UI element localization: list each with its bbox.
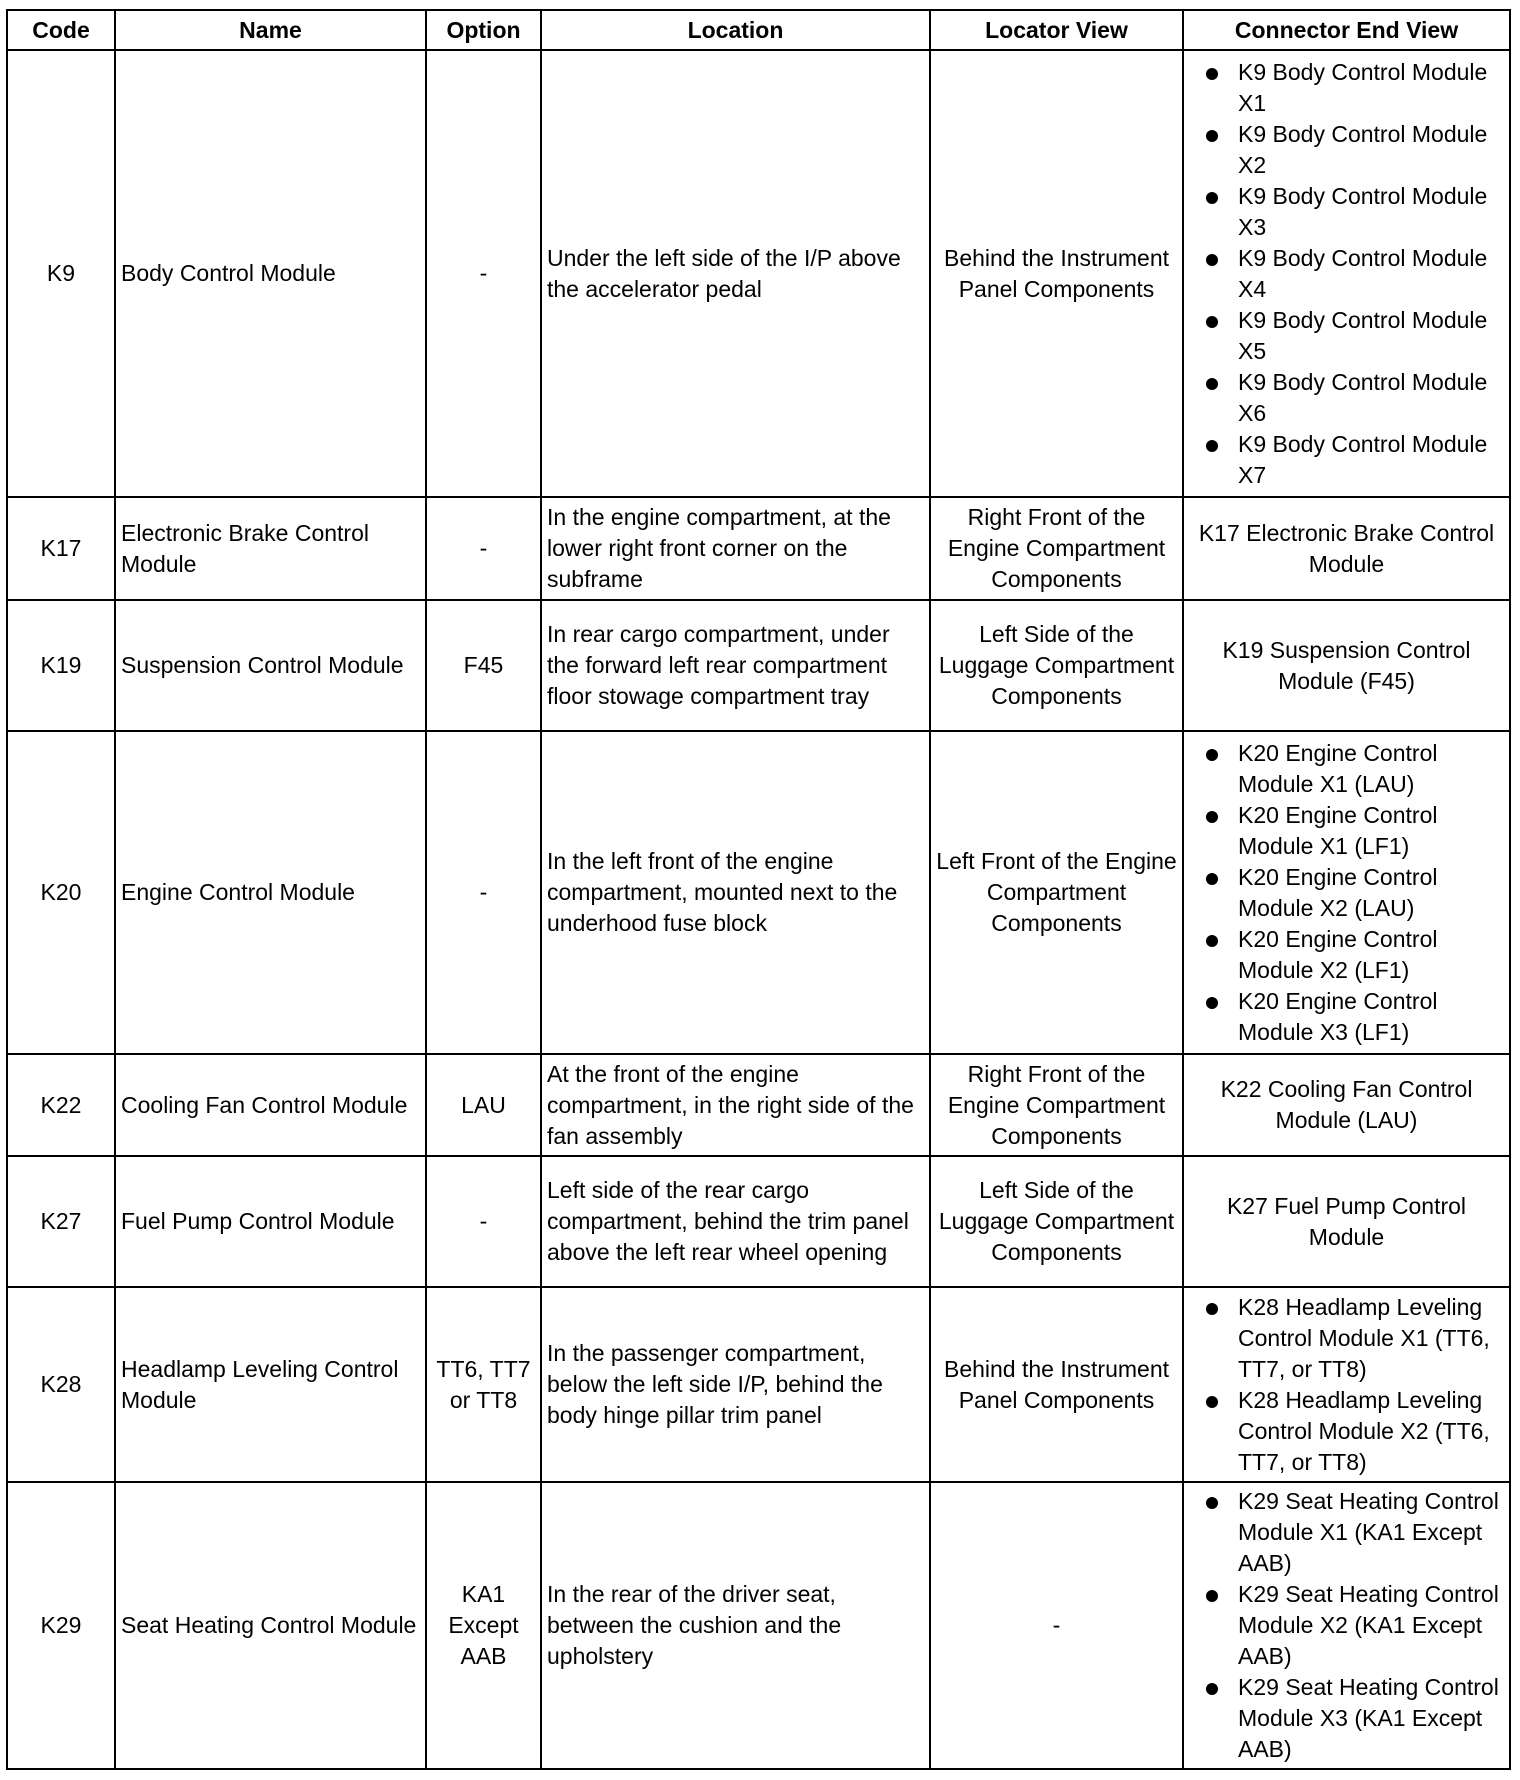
cell-locator: Left Side of the Luggage Compartment Components	[930, 600, 1183, 731]
cell-code: K9	[7, 50, 115, 497]
cell-location: In rear cargo compartment, under the forward left rear compartment floor stowage compartment tray	[541, 600, 930, 731]
cell-location: In the rear of the driver seat, between the cushion and the upholstery	[541, 1482, 930, 1769]
cell-option: LAU	[426, 1054, 541, 1156]
cell-code: K29	[7, 1482, 115, 1769]
cell-connectors	[1183, 731, 1510, 1054]
header-connector-end-view: Connector End View	[1183, 10, 1510, 50]
cell-option: -	[426, 50, 541, 497]
header-option: Option	[426, 10, 541, 50]
cell-code: K20	[7, 731, 115, 1054]
connector-list-item: K28 Headlamp Leveling Control Module X1 (TT6, TT7, or TT8)	[1202, 1292, 1509, 1385]
cell-locator: Behind the Instrument Panel Components	[930, 1287, 1183, 1482]
cell-code: K17	[7, 497, 115, 600]
cell-locator: Left Side of the Luggage Compartment Components	[930, 1156, 1183, 1287]
table-header-row	[7, 10, 1510, 50]
table-row	[7, 731, 1510, 1054]
connector-list-item: K20 Engine Control Module X2 (LAU)	[1202, 862, 1509, 924]
table-row	[7, 497, 1510, 600]
connector-list-item: K9 Body Control Module X1	[1202, 57, 1509, 119]
cell-name: Seat Heating Control Module	[115, 1482, 426, 1769]
table-row	[7, 1156, 1510, 1287]
header-locator-view: Locator View	[930, 10, 1183, 50]
cell-locator: Behind the Instrument Panel Components	[930, 50, 1183, 497]
cell-connectors	[1183, 50, 1510, 497]
cell-connectors: K22 Cooling Fan Control Module (LAU)	[1183, 1054, 1510, 1156]
connector-list-item: K9 Body Control Module X5	[1202, 305, 1509, 367]
cell-connectors	[1183, 1482, 1510, 1769]
connector-list-item: K20 Engine Control Module X1 (LF1)	[1202, 800, 1509, 862]
cell-connectors: K19 Suspension Control Module (F45)	[1183, 600, 1510, 731]
cell-location: Under the left side of the I/P above the accelerator pedal	[541, 50, 930, 497]
cell-connectors	[1183, 1287, 1510, 1482]
connector-list-item: K29 Seat Heating Control Module X3 (KA1 Except AAB)	[1202, 1672, 1509, 1765]
cell-name: Suspension Control Module	[115, 600, 426, 731]
cell-locator: Right Front of the Engine Compartment Components	[930, 497, 1183, 600]
cell-locator: Left Front of the Engine Compartment Components	[930, 731, 1183, 1054]
cell-option: -	[426, 497, 541, 600]
cell-option: F45	[426, 600, 541, 731]
cell-name: Cooling Fan Control Module	[115, 1054, 426, 1156]
connector-list	[1184, 57, 1509, 491]
connector-list-item: K9 Body Control Module X7	[1202, 429, 1509, 491]
connector-list	[1184, 1292, 1509, 1478]
connector-list-item: K9 Body Control Module X6	[1202, 367, 1509, 429]
cell-name: Body Control Module	[115, 50, 426, 497]
table-row	[7, 600, 1510, 731]
cell-code: K22	[7, 1054, 115, 1156]
cell-locator: -	[930, 1482, 1183, 1769]
cell-location: In the passenger compartment, below the left side I/P, behind the body hinge pillar trim panel	[541, 1287, 930, 1482]
cell-option: KA1 Except AAB	[426, 1482, 541, 1769]
header-name: Name	[115, 10, 426, 50]
connector-list-item: K28 Headlamp Leveling Control Module X2 (TT6, TT7, or TT8)	[1202, 1385, 1509, 1478]
cell-name: Headlamp Leveling Control Module	[115, 1287, 426, 1482]
cell-option: -	[426, 1156, 541, 1287]
connector-list-item: K29 Seat Heating Control Module X1 (KA1 Except AAB)	[1202, 1486, 1509, 1579]
component-locator-table	[6, 9, 1511, 1770]
table-row	[7, 1054, 1510, 1156]
connector-list-item: K9 Body Control Module X2	[1202, 119, 1509, 181]
cell-location: Left side of the rear cargo compartment, behind the trim panel above the left rear wheel opening	[541, 1156, 930, 1287]
table-row	[7, 1482, 1510, 1769]
cell-code: K27	[7, 1156, 115, 1287]
connector-list-item: K9 Body Control Module X4	[1202, 243, 1509, 305]
header-code: Code	[7, 10, 115, 50]
cell-code: K19	[7, 600, 115, 731]
cell-option: -	[426, 731, 541, 1054]
cell-locator: Right Front of the Engine Compartment Components	[930, 1054, 1183, 1156]
connector-list	[1184, 738, 1509, 1048]
cell-name: Engine Control Module	[115, 731, 426, 1054]
cell-connectors: K27 Fuel Pump Control Module	[1183, 1156, 1510, 1287]
table-row	[7, 50, 1510, 497]
connector-list-item: K20 Engine Control Module X3 (LF1)	[1202, 986, 1509, 1048]
connector-list-item: K9 Body Control Module X3	[1202, 181, 1509, 243]
cell-connectors: K17 Electronic Brake Control Module	[1183, 497, 1510, 600]
connector-list-item: K29 Seat Heating Control Module X2 (KA1 Except AAB)	[1202, 1579, 1509, 1672]
cell-location: In the engine compartment, at the lower right front corner on the subframe	[541, 497, 930, 600]
cell-location: In the left front of the engine compartment, mounted next to the underhood fuse block	[541, 731, 930, 1054]
cell-code: K28	[7, 1287, 115, 1482]
cell-name: Fuel Pump Control Module	[115, 1156, 426, 1287]
header-location: Location	[541, 10, 930, 50]
cell-location: At the front of the engine compartment, in the right side of the fan assembly	[541, 1054, 930, 1156]
connector-list-item: K20 Engine Control Module X2 (LF1)	[1202, 924, 1509, 986]
cell-option: TT6, TT7 or TT8	[426, 1287, 541, 1482]
table-row	[7, 1287, 1510, 1482]
cell-name: Electronic Brake Control Module	[115, 497, 426, 600]
connector-list-item: K20 Engine Control Module X1 (LAU)	[1202, 738, 1509, 800]
connector-list	[1184, 1486, 1509, 1765]
